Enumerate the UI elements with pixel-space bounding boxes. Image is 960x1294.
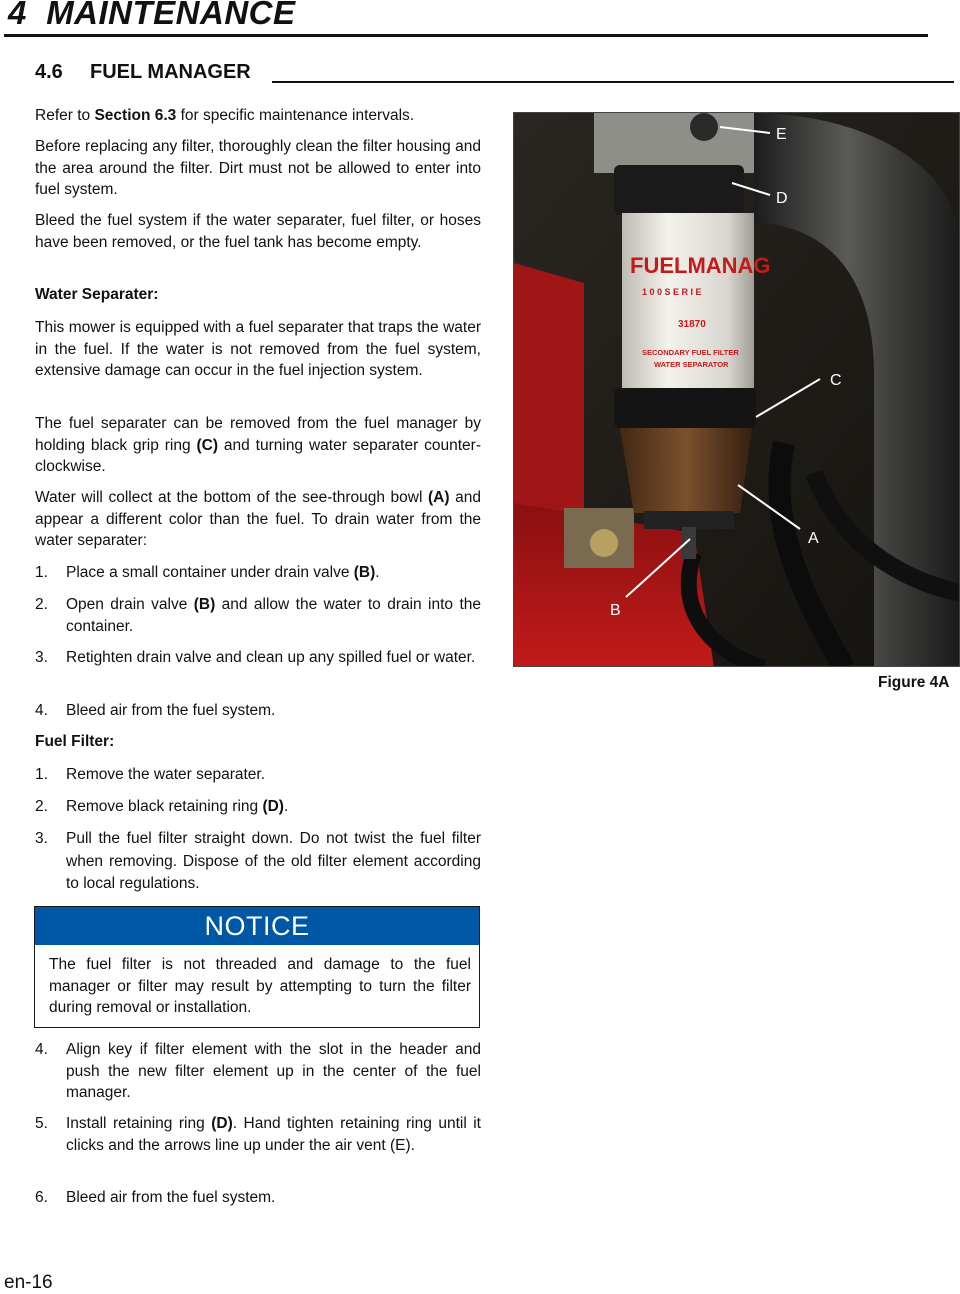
ref-letter: (A) — [428, 489, 450, 506]
figure-caption: Figure 4A — [878, 674, 950, 691]
step-number: 2. — [35, 798, 48, 815]
list-item — [35, 764, 481, 786]
text-run: . — [283, 798, 289, 815]
section-number: 4.6 — [35, 61, 63, 83]
filter-part-number: 31870 — [678, 319, 706, 330]
bolt — [590, 529, 618, 557]
step-number: 1. — [35, 766, 48, 783]
ref-letter: (D) — [211, 1115, 233, 1132]
intro-paragraph-2: Bleed the fuel system if the water separater, fuel filter, or hoses have been removed, or the fuel tank has become empty. — [35, 212, 481, 251]
filter-brand: FUELMANAG — [630, 253, 771, 278]
text-run: . Hand tighten retaining ring until it clicks and the arrows line up under the air vent (E). — [66, 1115, 481, 1154]
air-vent — [690, 113, 718, 141]
step-number: 6. — [35, 1189, 48, 1206]
filter-series: 1 0 0 S E R I E — [642, 287, 702, 297]
chapter-title: 4 MAINTENANCE — [8, 0, 296, 31]
filter-product-2: WATER SEPARATOR — [654, 360, 729, 369]
header-rule — [4, 34, 928, 37]
fuel-manager-illustration — [514, 113, 960, 667]
text-run: Open drain valve — [66, 596, 194, 613]
callout-c: C — [830, 372, 842, 389]
list-item — [35, 796, 481, 818]
text-run: The fuel separater can be removed from the fuel manager by holding black grip ring — [35, 415, 481, 454]
step-number: 3. — [35, 649, 48, 666]
text-run: Place a small container under drain valve — [66, 564, 354, 581]
step-number: 2. — [35, 596, 48, 613]
fuel-manager-photo — [513, 112, 960, 667]
ref-letter: (D) — [262, 798, 284, 815]
step-number: 5. — [35, 1115, 48, 1132]
water-separater-paragraph-2 — [35, 413, 481, 478]
section-title: FUEL MANAGER — [90, 61, 251, 83]
text-run: . — [375, 564, 380, 581]
text-run: Bleed air from the fuel system. — [66, 1189, 276, 1206]
step-number: 3. — [35, 830, 48, 847]
notice-box — [34, 906, 480, 1028]
callout-e: E — [776, 126, 787, 143]
notice-body: The fuel filter is not threaded and damage to the fuel manager or filter may result by attempting to turn the filter during removal or installation. — [49, 956, 471, 1016]
text-run: Pull the fuel filter straight down. Do not twist the fuel filter when removing. Dispose of the old filter element according to local regulations. — [66, 830, 481, 892]
callout-d: D — [776, 190, 788, 207]
ref-letter: (B) — [353, 564, 376, 581]
text-run: Water will collect at the bottom of the see-through bowl — [35, 489, 429, 506]
ref-suffix: for specific maintenance intervals. — [176, 107, 415, 124]
callout-b: B — [610, 602, 621, 619]
text-run: and turning water separater counter-clockwise. — [35, 436, 481, 475]
grip-ring — [614, 388, 756, 428]
list-item — [35, 700, 481, 722]
ref-letter: (C) — [196, 436, 218, 454]
see-through-bowl — [620, 428, 752, 513]
water-separater-paragraph-1: This mower is equipped with a fuel separater that traps the water in the fuel. If the water is not removed from the fuel system, extensive damage can occur in the fuel injection system. — [35, 319, 481, 379]
text-run: Bleed air from the fuel system. — [66, 702, 276, 719]
callout-a: A — [808, 530, 819, 547]
fuel-filter-heading: Fuel Filter: — [35, 733, 115, 750]
list-item — [35, 1039, 481, 1104]
reference-paragraph — [35, 105, 481, 127]
water-separater-heading: Water Separater: — [35, 286, 159, 303]
list-item — [35, 828, 481, 896]
text-run: Remove the water separater. — [66, 766, 266, 783]
ref-prefix: Refer to — [35, 107, 95, 124]
list-item — [35, 647, 481, 669]
retaining-ring — [614, 165, 744, 215]
section-rule — [272, 81, 954, 83]
list-item — [35, 1187, 481, 1209]
text-run: Install retaining ring — [66, 1115, 212, 1132]
list-item — [35, 562, 481, 584]
filter-product-1: SECONDARY FUEL FILTER — [642, 348, 739, 357]
bowl-bottom — [644, 511, 734, 529]
water-separater-paragraph-3 — [35, 487, 481, 552]
list-item — [35, 594, 481, 637]
step-number: 1. — [35, 564, 48, 581]
text-run: Align key if filter element with the slot in the header and push the new filter element up in the center of the fuel manager. — [66, 1041, 481, 1101]
step-number: 4. — [35, 1041, 48, 1058]
text-run: and appear a different color than the fuel. To drain water from the water separater: — [35, 489, 481, 549]
text-run: and allow the water to drain into the container. — [66, 596, 481, 635]
ref-letter: (B) — [193, 596, 216, 613]
text-run: Remove black retaining ring — [66, 798, 263, 815]
list-item — [35, 1113, 481, 1156]
step-number: 4. — [35, 702, 48, 719]
page-number: en-16 — [4, 1272, 53, 1293]
notice-title: NOTICE — [35, 907, 479, 945]
intro-paragraph-1: Before replacing any filter, thoroughly clean the filter housing and the area around the filter. Dirt must not be allowed to enter into fuel system. — [35, 138, 481, 198]
text-run: Retighten drain valve and clean up any spilled fuel or water. — [66, 649, 476, 666]
ref-section: Section 6.3 — [94, 107, 177, 124]
filter-header — [594, 113, 754, 173]
